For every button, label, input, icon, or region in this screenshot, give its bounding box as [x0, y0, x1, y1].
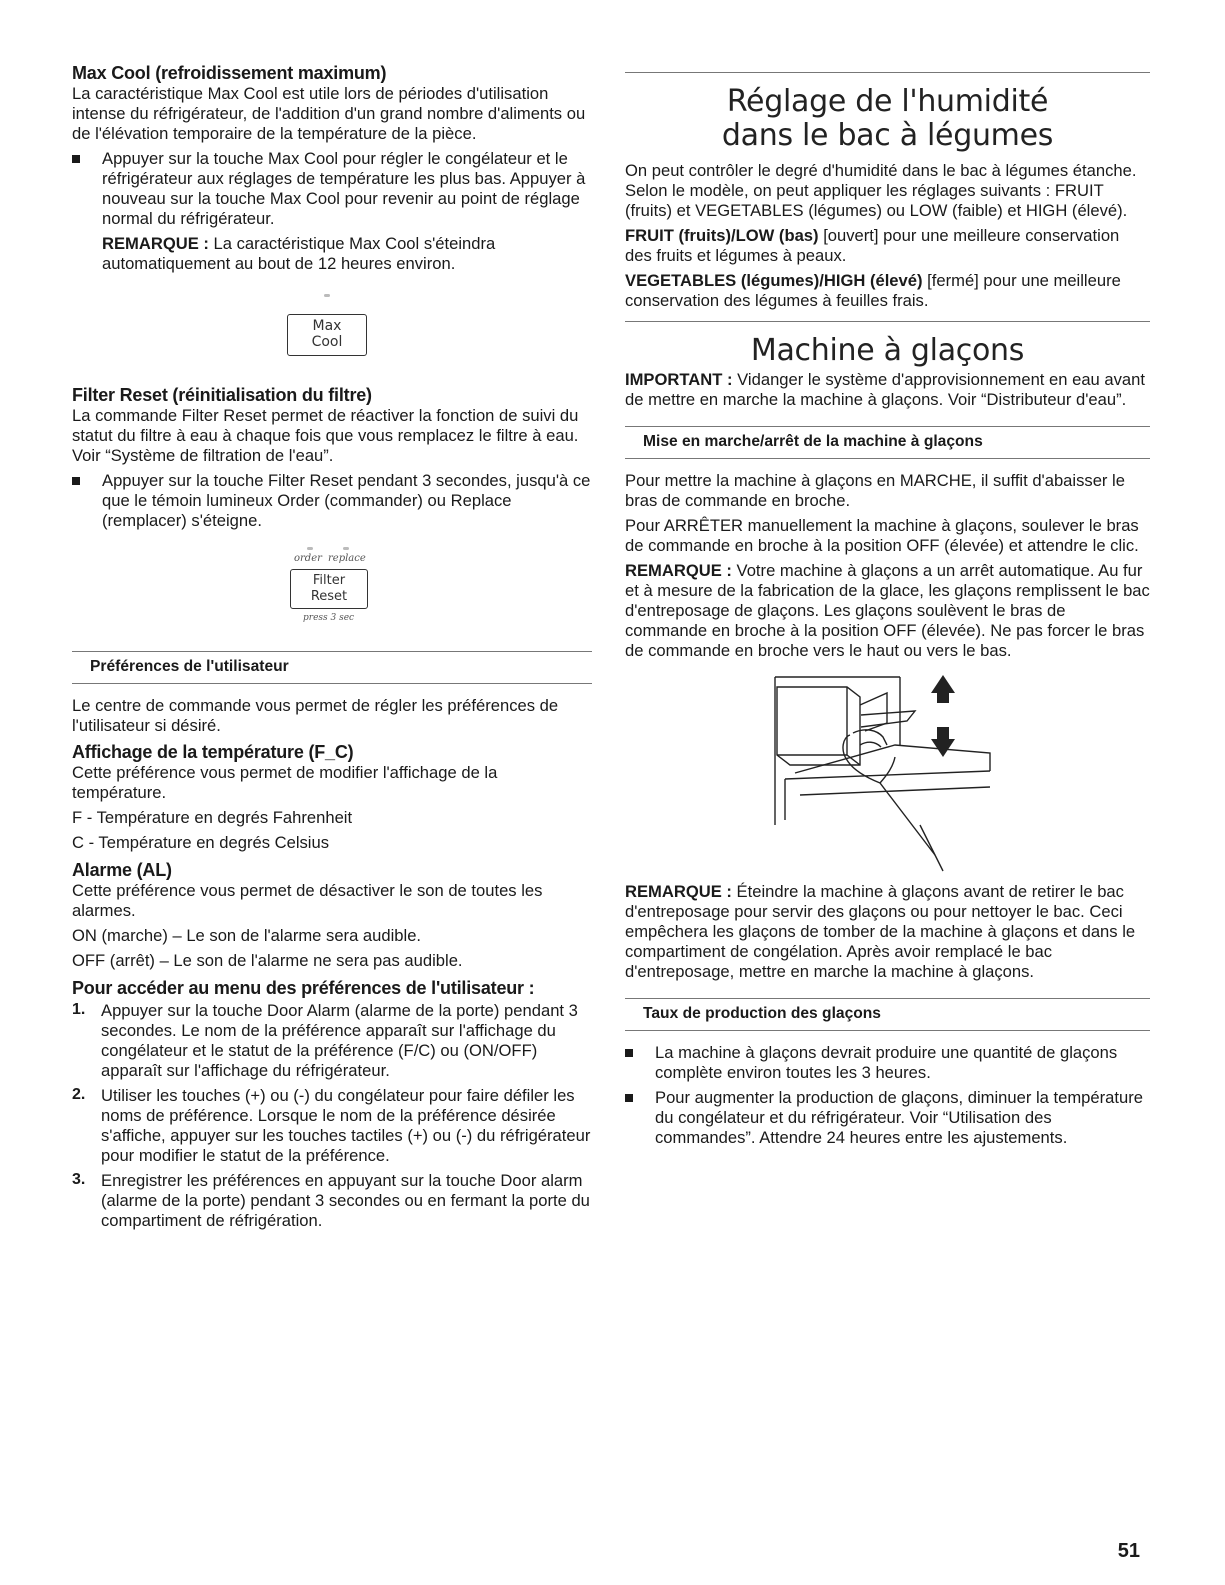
bullet-square-icon: [625, 1049, 633, 1057]
filter-reset-button[interactable]: Filter Reset: [290, 569, 368, 609]
ice-rate-subheading: Taux de production des glaçons: [625, 998, 1150, 1031]
filter-reset-intro: La commande Filter Reset permet de réactiver la fonction de suivi du statut du filtre à eau à chaque fois que vous remplacez le filtre à eau. Voir “Système de filtration de l'eau”.: [72, 406, 579, 465]
fruit-setting: FRUIT (fruits)/LOW (bas) [ouvert] pour une meilleure conservation des fruits et légumes à peaux.: [625, 226, 1120, 265]
temp-display-heading: Affichage de la température (F_C): [72, 742, 354, 762]
vegetables-setting: VEGETABLES (légumes)/HIGH (élevé) [fermé] pour une meilleure conservation des légumes à feuilles frais.: [625, 271, 1121, 310]
ice-maker-off-text: Pour ARRÊTER manuellement la machine à glaçons, soulever le bras de commande en broche à la position OFF (élevée) et attendre le clic.: [625, 516, 1139, 555]
max-cool-control-figure: [72, 274, 592, 366]
ice-maker-title: Machine à glaçons: [750, 333, 1025, 368]
filter-reset-bullet: Appuyer sur la touche Filter Reset pendant 3 secondes, jusqu'à ce que le témoin lumineux Order (commander) ou Replace (remplacer) s'éteigne.: [72, 471, 592, 531]
ice-maker-important: IMPORTANT : Vidanger le système d'approvisionnement en eau avant de mettre en marche la machine à glaçons. Voir “Distributeur d'eau”.: [625, 370, 1145, 409]
left-column: [72, 62, 592, 1231]
list-item: La machine à glaçons devrait produire une quantité de glaçons complète environ toutes les 3 heures.: [625, 1043, 1150, 1083]
ice-maker-arm-illustration: [625, 675, 1150, 880]
ice-maker-onoff-subheading: Mise en marche/arrêt de la machine à glaçons: [625, 426, 1150, 459]
temp-display-text: Cette préférence vous permet de modifier l'affichage de la température.: [72, 763, 498, 802]
max-cool-intro: La caractéristique Max Cool est utile lors de périodes d'utilisation intense du réfrigérateur, de l'addition d'un grand nombre d'aliments ou de l'élévation temporaire de la température de la pièce.: [72, 84, 586, 143]
bullet-square-icon: [72, 155, 80, 163]
preferences-subheading: Préférences de l'utilisateur: [72, 651, 592, 684]
max-cool-heading: Max Cool (refroidissement maximum): [72, 63, 387, 83]
alarm-text: Cette préférence vous permet de désactiver le son de toutes les alarmes.: [72, 881, 543, 920]
max-cool-bullet: Appuyer sur la touche Max Cool pour régler le congélateur et le réfrigérateur aux réglages de température les plus bas. Appuyer à nouveau sur la touche Max Cool pour revenir au point de réglage normal du réfrigérateur.: [72, 149, 592, 229]
press-duration-label: press 3 sec: [303, 613, 355, 623]
alarm-on: ON (marche) – Le son de l'alarme sera audible.: [72, 926, 422, 945]
list-item: 1. Appuyer sur la touche Door Alarm (alarme de la porte) pendant 3 secondes. Le nom de la préférence apparaît sur l'affichage du congélateur et le statut de la préférence (F/C) ou (ON/OFF) apparaît sur l'affichage du réfrigérateur.: [72, 1001, 578, 1080]
replace-label: replace: [328, 553, 366, 564]
filter-reset-control-figure: [72, 531, 592, 631]
up-down-arrows-icon: [931, 675, 955, 757]
ice-maker-on-text: Pour mettre la machine à glaçons en MARCHE, il suffit d'abaisser le bras de commande en broche.: [625, 471, 1125, 510]
preferences-menu-heading: Pour accéder au menu des préférences de l'utilisateur :: [72, 978, 535, 998]
temp-celsius: C - Température en degrés Celsius: [72, 833, 330, 852]
filter-reset-heading: Filter Reset (réinitialisation du filtre): [72, 385, 372, 405]
humidity-title-line2: dans le bac à légumes: [721, 118, 1054, 153]
alarm-off: OFF (arrêt) – Le son de l'alarme ne sera pas audible.: [72, 951, 463, 970]
right-column: [625, 62, 1150, 1148]
ice-maker-note-1: REMARQUE : Votre machine à glaçons a un arrêt automatique. Au fur et à mesure de la fabrication de la glace, les glaçons remplissent le bac d'entreposage de glaçons. Les glaçons soulèvent le bras de commande en broche à la position OFF (élevée). Ne pas forcer le bras de commande en broche vers le haut ou vers le bas.: [625, 561, 1150, 660]
max-cool-button[interactable]: Max Cool: [287, 314, 367, 356]
ice-maker-illustration: [625, 675, 1150, 880]
list-item: 3. Enregistrer les préférences en appuyant sur la touche Door alarm (alarme de la porte) pendant 3 secondes ou en fermant la porte du compartiment de réfrigération.: [72, 1171, 590, 1230]
list-item: 2. Utiliser les touches (+) ou (-) du congélateur pour faire défiler les noms de préférence. Lorsque le nom de la préférence désirée s'affiche, appuyer sur les touches tactiles (+) ou (-) du réfrigérateur pour modifier le statut de la préférence.: [72, 1086, 591, 1165]
alarm-heading: Alarme (AL): [72, 860, 172, 880]
ice-maker-note-2: REMARQUE : Éteindre la machine à glaçons avant de retirer le bac d'entreposage pour servir des glaçons ou pour nettoyer le bac. Ceci empêchera les glaçons de tomber de la machine à glaçons et dans le compartiment de congélation. Après avoir remplacé le bac d'entreposage, mettre en marche la machine à glaçons.: [625, 882, 1136, 981]
max-cool-note: REMARQUE : La caractéristique Max Cool s'éteindra automatiquement au bout de 12 heures environ.: [102, 234, 496, 273]
order-light-icon: [307, 547, 313, 550]
section-divider: [625, 72, 1150, 73]
section-divider: [625, 321, 1150, 322]
order-label: order: [294, 553, 322, 564]
bullet-square-icon: [72, 477, 80, 485]
list-item: Pour augmenter la production de glaçons, diminuer la température du congélateur et du réfrigérateur. Voir “Utilisation des commandes”. Attendre 24 heures entre les ajustements.: [625, 1088, 1150, 1148]
humidity-intro: On peut contrôler le degré d'humidité dans le bac à légumes étanche. Selon le modèle, on peut appliquer les réglages suivants : FRUIT (fruits) et VEGETABLES (légumes) ou LOW (faible) et HIGH (élevé).: [625, 161, 1137, 220]
humidity-title-line1: Réglage de l'humidité: [726, 84, 1049, 119]
replace-light-icon: [343, 547, 349, 550]
bullet-square-icon: [625, 1094, 633, 1102]
page-number: 51: [1117, 1540, 1140, 1562]
preferences-intro: Le centre de commande vous permet de régler les préférences de l'utilisateur si désiré.: [72, 696, 559, 735]
indicator-light-icon: [324, 294, 330, 297]
temp-fahrenheit: F - Température en degrés Fahrenheit: [72, 808, 353, 827]
